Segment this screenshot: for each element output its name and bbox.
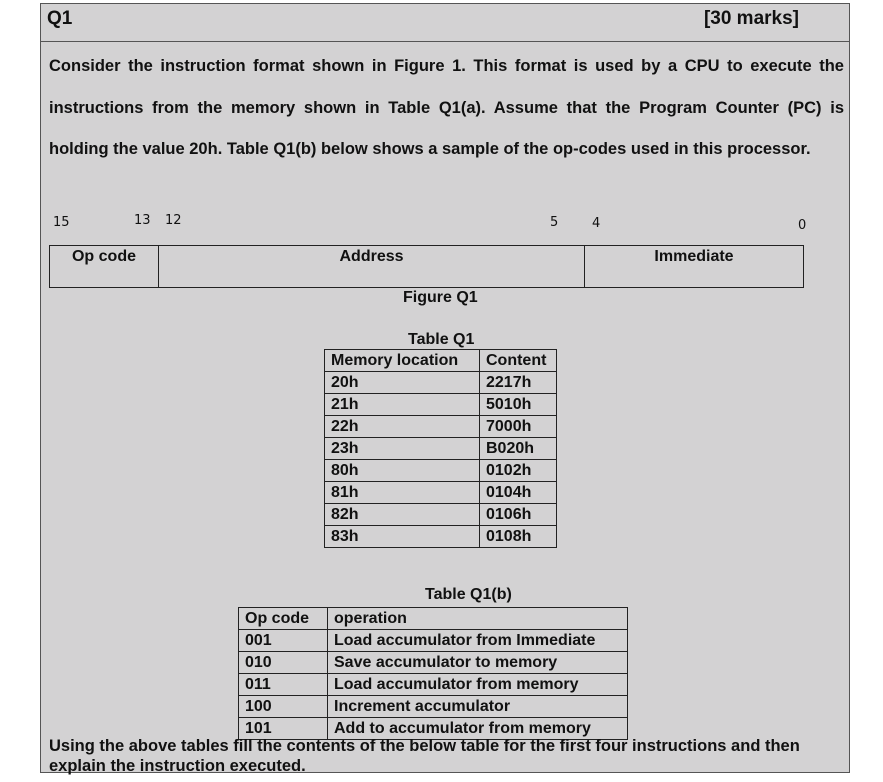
table-row <box>325 526 557 548</box>
opcode-operation: Load accumulator from memory <box>328 674 628 696</box>
table-row <box>325 482 557 504</box>
memory-content: 7000h <box>480 416 557 438</box>
memory-location: 23h <box>325 438 480 460</box>
column-header: Content <box>480 350 557 372</box>
opcode-value: 011 <box>239 674 328 696</box>
memory-content: 2217h <box>480 372 557 394</box>
memory-location: 22h <box>325 416 480 438</box>
memory-table-caption: Table Q1 <box>408 331 475 348</box>
opcode-table <box>238 607 628 740</box>
field-address: Address <box>158 246 584 287</box>
memory-location: 80h <box>325 460 480 482</box>
bit-label-5: 5 <box>550 215 559 230</box>
memory-content: 0104h <box>480 482 557 504</box>
opcode-operation: Load accumulator from Immediate <box>328 630 628 652</box>
opcode-operation: Save accumulator to memory <box>328 652 628 674</box>
opcode-value: 001 <box>239 630 328 652</box>
table-header-row <box>239 608 628 630</box>
field-opcode: Op code <box>71 248 136 265</box>
opcode-table-caption: Table Q1(b) <box>425 586 512 603</box>
memory-location: 20h <box>325 372 480 394</box>
bit-label-4: 4 <box>592 216 601 231</box>
table-row <box>325 460 557 482</box>
instruction-format <box>49 245 804 288</box>
table-row <box>239 652 628 674</box>
table-row <box>325 416 557 438</box>
question-instructions: Using the above tables fill the contents of the below table for the first four instructions and then explain the instruction executed. <box>49 737 800 775</box>
bit-label-15: 15 <box>53 215 70 230</box>
question-header <box>41 4 849 42</box>
table-row <box>325 438 557 460</box>
memory-location: 83h <box>325 526 480 548</box>
table-row <box>239 674 628 696</box>
table-row <box>239 630 628 652</box>
bit-label-13: 13 <box>134 213 151 228</box>
table-row <box>325 504 557 526</box>
opcode-value: 010 <box>239 652 328 674</box>
memory-content: 0108h <box>480 526 557 548</box>
question-frame <box>40 3 850 773</box>
memory-content: B020h <box>480 438 557 460</box>
column-header: operation <box>328 608 628 630</box>
memory-content: 5010h <box>480 394 557 416</box>
opcode-value: 101 <box>239 718 328 740</box>
memory-content: 0102h <box>480 460 557 482</box>
column-header: Op code <box>239 608 328 630</box>
column-header: Memory location <box>325 350 480 372</box>
bit-label-12: 12 <box>165 213 182 228</box>
memory-table <box>324 349 557 548</box>
question-label: Q1 <box>47 8 73 29</box>
field-immediate: Immediate <box>584 246 803 287</box>
figure-caption: Figure Q1 <box>403 289 478 306</box>
table-header-row <box>325 350 557 372</box>
table-row <box>239 696 628 718</box>
table-row <box>325 394 557 416</box>
question-marks: [30 marks] <box>703 8 799 29</box>
opcode-operation: Add to accumulator from memory <box>328 718 628 740</box>
memory-content: 0106h <box>480 504 557 526</box>
opcode-value: 100 <box>239 696 328 718</box>
memory-location: 21h <box>325 394 480 416</box>
bit-label-0: 0 <box>798 218 807 233</box>
opcode-operation: Increment accumulator <box>328 696 628 718</box>
memory-location: 82h <box>325 504 480 526</box>
table-row <box>325 372 557 394</box>
memory-location: 81h <box>325 482 480 504</box>
question-intro: Consider the instruction format shown in Figure 1. This format is used by a CPU to execute the instructions from the memory shown in Table Q1(a). Assume that the Program Counter (PC) is holding the value 20h. Table Q1(b) below shows a sample of the op-codes used in this processor. <box>49 57 844 158</box>
